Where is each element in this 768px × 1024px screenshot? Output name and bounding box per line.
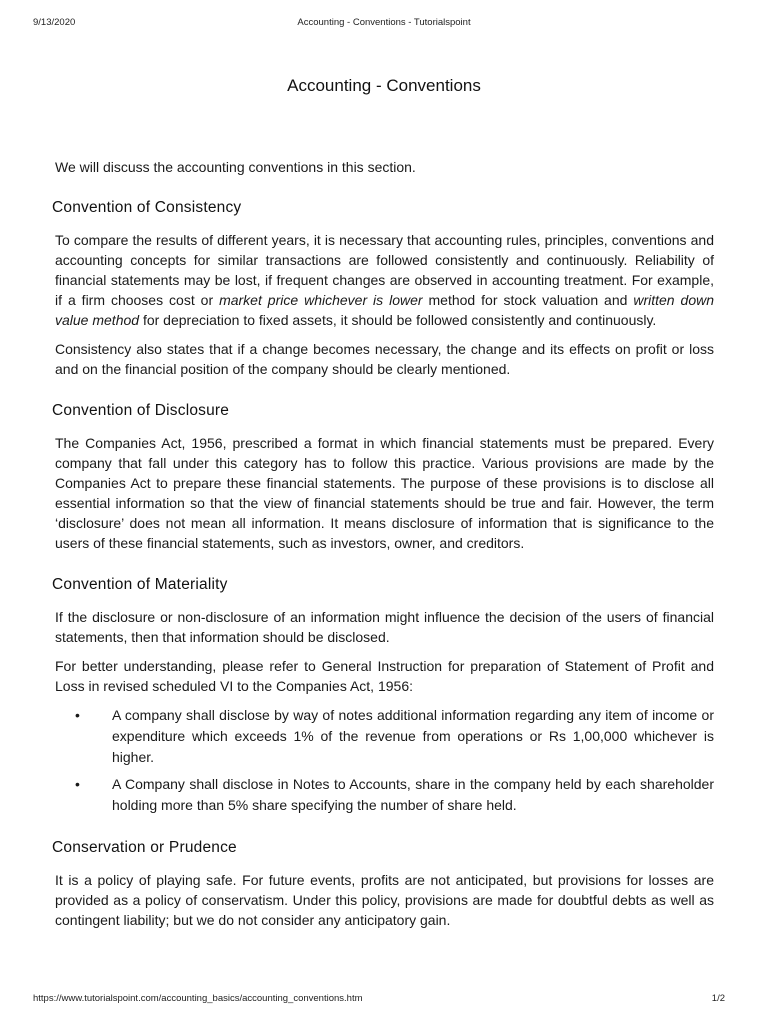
intro-paragraph: We will discuss the accounting conventions in this section. [55, 159, 416, 175]
text-run: for depreciation to fixed assets, it should be followed consistently and continuously. [139, 312, 657, 328]
emphasis-text: written down value method [55, 292, 715, 328]
section-heading-disclosure: Convention of Disclosure [52, 402, 230, 419]
consistency-paragraph-1 [55, 230, 714, 330]
list-item [55, 774, 714, 816]
text-run: method for stock valuation and [422, 292, 634, 308]
print-date: 9/13/2020 [33, 17, 76, 28]
print-page-title: Accounting - Conventions - Tutorialspoint [297, 17, 471, 28]
list-item-text: A company shall disclose by way of notes additional information regarding any item of income or expenditure which exceeds 1% of the revenue from operations or Rs 1,00,000 whichever is higher. [112, 707, 714, 765]
consistency-paragraph-2: Consistency also states that if a change becomes necessary, the change and its effects on profit or loss and on the financial position of the company should be clearly mentioned. [55, 341, 714, 377]
materiality-paragraph-2: For better understanding, please refer to General Instruction for preparation of Statement of Profit and Loss in revised scheduled VI to the Companies Act, 1956: [55, 658, 714, 694]
section-disclosure [52, 401, 714, 553]
print-url: https://www.tutorialspoint.com/accounting_basics/accounting_conventions.htm [33, 993, 363, 1004]
section-materiality [52, 575, 714, 816]
print-footer [0, 993, 768, 1007]
print-header [0, 17, 768, 31]
materiality-bullet-list [55, 705, 714, 816]
disclosure-paragraph-1: The Companies Act, 1956, prescribed a format in which financial statements must be prepared. Every company that fall under this category has to follow this practice. Various provisions are made by the Companies Act to prepare these financial statements. The purpose of these provisions is to disclose all essential information so that the view of financial statements should be true and fair. However, the term ‘disclosure’ does not mean all information. It means disclosure of information that is significance to the users of these financial statements, such as investors, owner, and creditors. [55, 435, 714, 551]
print-page-number: 1/2 [711, 993, 725, 1004]
section-prudence [52, 838, 714, 930]
section-heading-consistency: Convention of Consistency [52, 199, 242, 216]
section-heading-materiality: Convention of Materiality [52, 576, 228, 593]
section-consistency [52, 198, 715, 379]
text-run: To compare the results of different years, it is necessary that accounting rules, principles, conventions and accounting concepts for similar transactions are followed consistently and continuously. Reliability of financial statements may be lost, if frequent changes are observed in accounting treatment. For example, if a firm chooses cost or [55, 232, 714, 308]
list-item [55, 705, 714, 768]
materiality-paragraph-1: If the disclosure or non-disclosure of an information might influence the decision of the users of financial statements, then that information should be disclosed. [55, 609, 714, 645]
article-body [52, 157, 715, 952]
prudence-paragraph-1: It is a policy of playing safe. For future events, profits are not anticipated, but provisions for losses are provided as a policy of conservatism. Under this policy, provisions are made for doubtful debts as well as contingent liability; but we do not consider any anticipatory gain. [55, 872, 714, 928]
bullet-icon: • [75, 776, 80, 792]
bullet-icon: • [75, 707, 80, 723]
section-heading-prudence: Conservation or Prudence [52, 839, 237, 856]
page-title: Accounting - Conventions [287, 76, 481, 95]
emphasis-text: market price whichever is lower [219, 292, 423, 308]
list-item-text: A Company shall disclose in Notes to Accounts, share in the company held by each shareholder holding more than 5% share specifying the number of share held. [112, 776, 714, 813]
